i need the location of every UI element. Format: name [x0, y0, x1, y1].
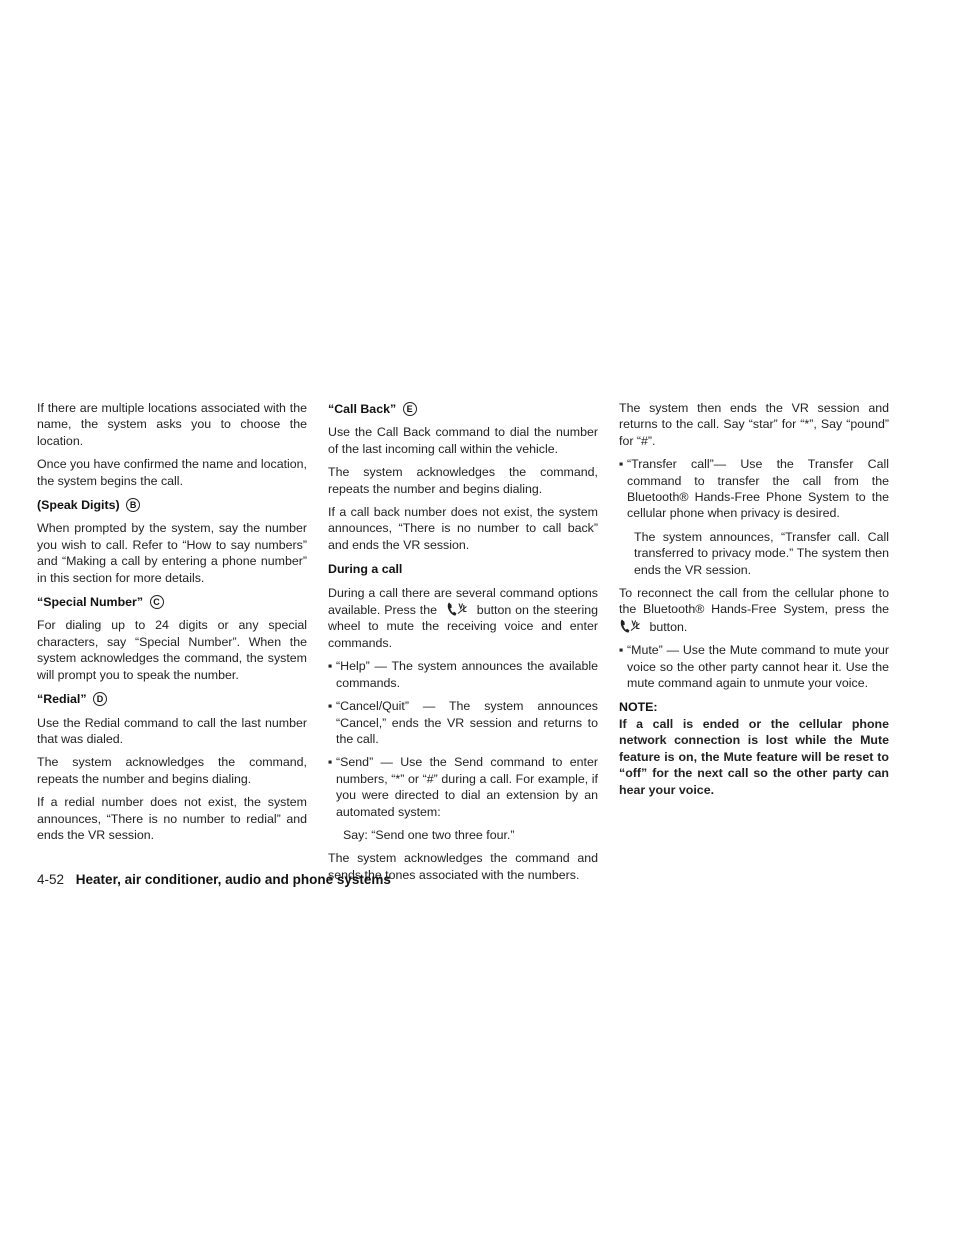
bullet-mute: ▪ “Mute” — Use the Mute command to mute your voice so the other party cannot hear it. Use the mute command again to unmute your voice.	[619, 643, 889, 691]
paragraph-call-back-1: Use the Call Back command to dial the number of the last incoming call within the vehicle.	[328, 425, 598, 456]
heading-during-a-call: During a call	[328, 562, 403, 577]
note-heading: NOTE:	[619, 699, 658, 714]
heading-special-number: “Special Number” C	[37, 594, 307, 610]
paragraph-reconnect: To reconnect the call from the cellular phone to the Bluetooth® Hands-Free System, press the button.	[619, 586, 889, 634]
note-body: If a call is ended or the cellular phone network connection is lost while the Mute feature is on, the Mute feature will be reset to “off” for the next call so the other party can hear your voice.	[619, 716, 889, 797]
column-3	[619, 400, 889, 805]
paragraph-call-back-3: If a call back number does not exist, the system announces, “There is no number to call back” and ends the VR session.	[328, 505, 598, 552]
transfer-announcement: The system announces, “Transfer call. Call transferred to privacy mode.” The system then ends the VR session.	[634, 529, 889, 577]
bullet-help: ▪ “Help” — The system announces the available commands.	[328, 659, 598, 690]
paragraph-redial-3: If a redial number does not exist, the system announces, “There is no number to redial” and ends the VR session.	[37, 795, 307, 842]
bullet-icon: ▪	[328, 699, 333, 714]
bullet-icon: ▪	[328, 755, 333, 770]
callout-marker-b: B	[126, 498, 140, 512]
page-number: 4-52	[37, 872, 65, 887]
paragraph-redial-2: The system acknowledges the command, repeats the number and begins dialing.	[37, 755, 307, 786]
paragraph-confirmed-name: Once you have confirmed the name and location, the system begins the call.	[37, 457, 308, 488]
column-2	[328, 400, 598, 890]
paragraph-ends-vr-session: The system then ends the VR session and returns to the call. Say “star” for “*”, Say “pound” for “#”.	[619, 401, 889, 448]
say-example: Say: “Send one two three four.”	[343, 827, 515, 842]
bullet-send: ▪ “Send” — Use the Send command to enter numbers, “*” or “#” during a call. For example, if you were directed to dial an extension by an automated system:	[328, 755, 598, 819]
column-1	[37, 400, 307, 850]
callout-marker-d: D	[93, 692, 107, 706]
paragraph-speak-digits: When prompted by the system, say the number you wish to call. Refer to “How to say numbers” and “Making a call by entering a phone number” in this section for more details.	[37, 521, 307, 585]
paragraph-during-call: During a call there are several command options available. Press the button on the steering wheel to mute the receiving voice and enter commands.	[328, 585, 598, 650]
heading-redial: “Redial” D	[37, 691, 307, 707]
bullet-icon: ▪	[328, 659, 333, 674]
paragraph-send-tones: The system acknowledges the command and sends the tones associated with the numbers.	[328, 851, 598, 882]
bullet-icon: ▪	[619, 457, 624, 472]
heading-speak-digits: (Speak Digits) B	[37, 497, 307, 513]
callout-marker-c: C	[150, 595, 164, 609]
paragraph-multiple-locations: If there are multiple locations associated with the name, the system asks you to choose the location.	[37, 401, 307, 448]
bullet-transfer-call: ▪ “Transfer call”— Use the Transfer Call command to transfer the call from the Bluetooth® Hands-Free Phone System to the cellular phone when privacy is desired.	[619, 457, 889, 521]
section-title: Heater, air conditioner, audio and phone systems	[75, 872, 391, 887]
bullet-cancel-quit: ▪ “Cancel/Quit” — The system announces “Cancel,” ends the VR session and returns to the call.	[328, 699, 598, 746]
heading-call-back: “Call Back” E	[328, 401, 598, 417]
paragraph-special-number: For dialing up to 24 digits or any special characters, say “Special Number”. When the system acknowledges the command, the system will prompt you to speak the number.	[37, 618, 307, 682]
phone-voice-icon	[619, 618, 641, 634]
callout-marker-e: E	[403, 402, 417, 416]
phone-voice-icon	[446, 601, 468, 617]
bullet-icon: ▪	[619, 643, 624, 658]
paragraph-call-back-2: The system acknowledges the command, repeats the number and begins dialing.	[328, 465, 598, 496]
paragraph-redial-1: Use the Redial command to call the last number that was dialed.	[37, 715, 307, 746]
page-footer	[37, 871, 391, 889]
